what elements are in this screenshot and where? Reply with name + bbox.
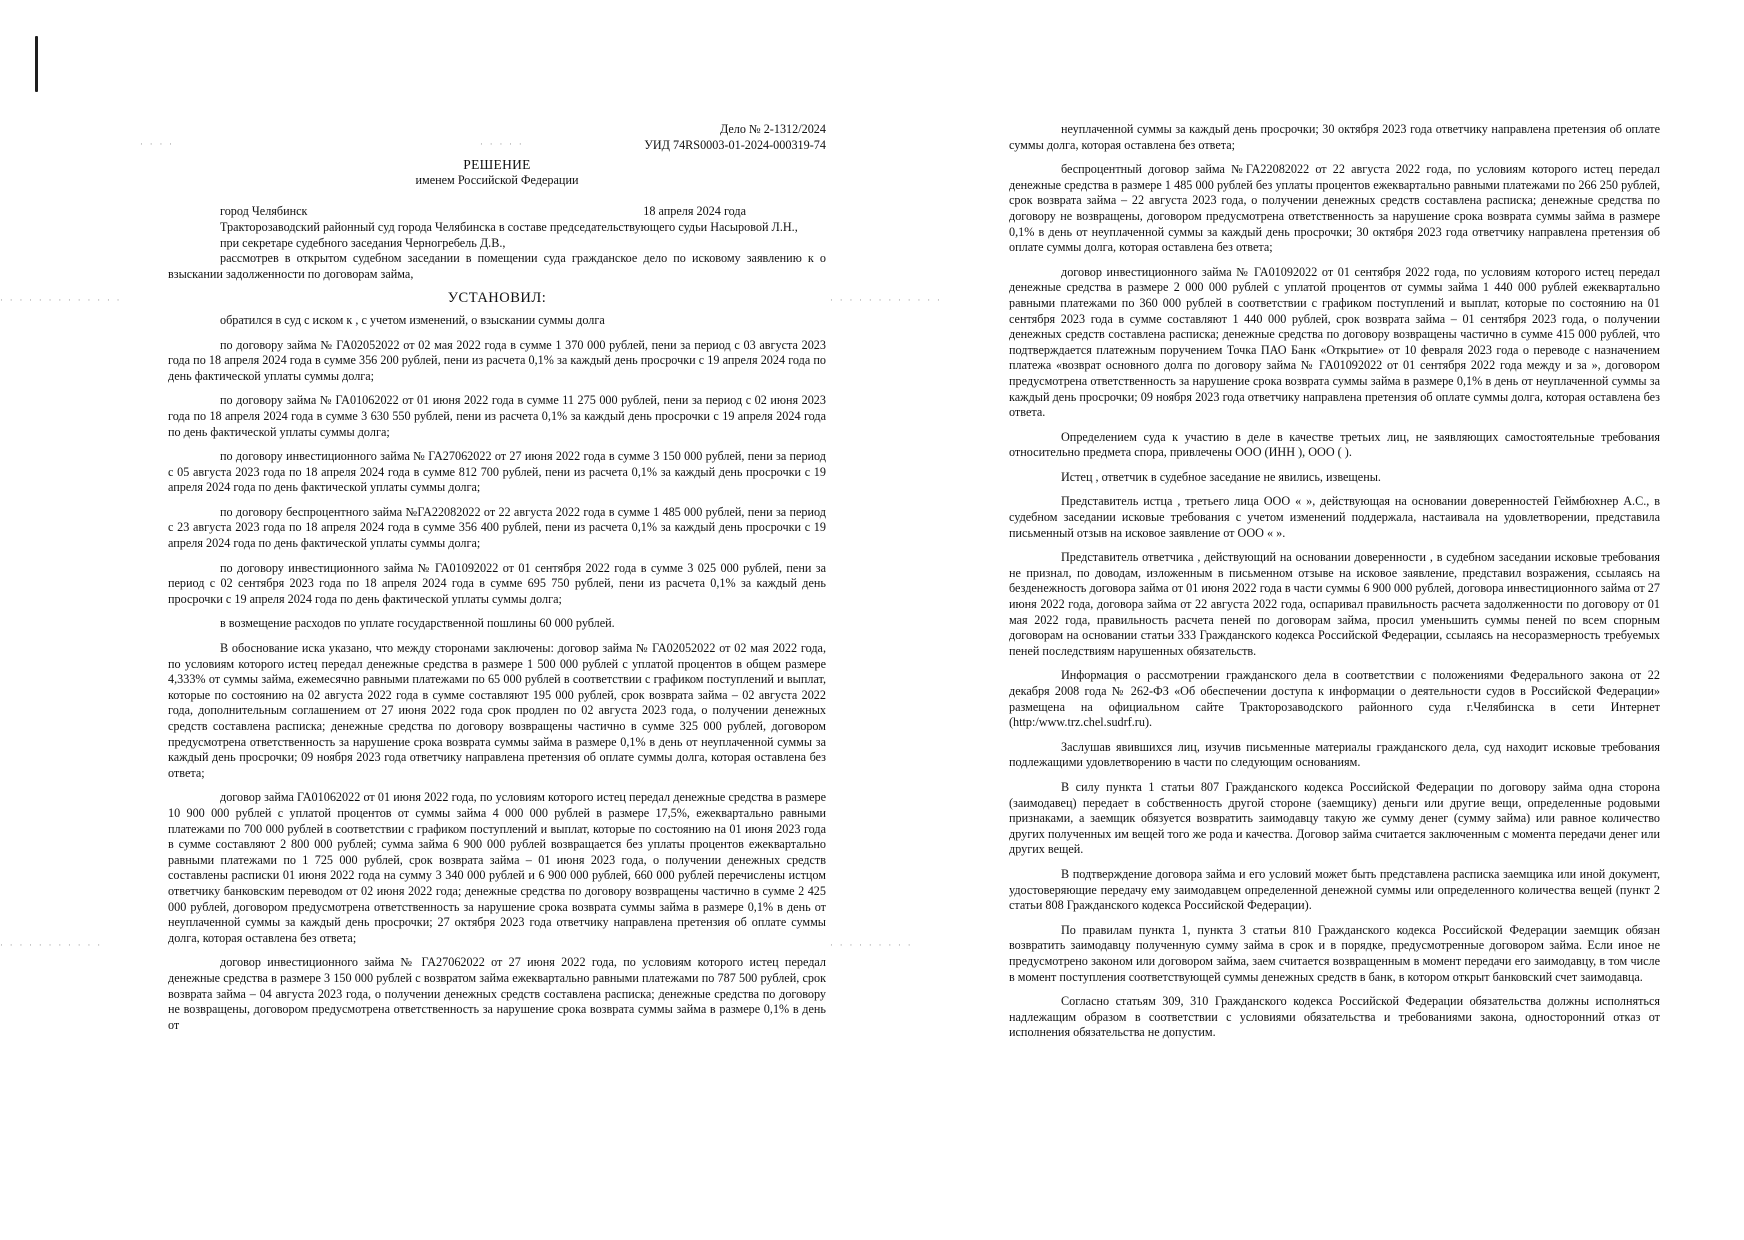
right-page [1009, 122, 1660, 1041]
paragraph: договор займа ГА01062022 от 01 июня 2022 года, по условиям которого истец передал денежные средства в размере 10 900 000 рублей с уплатой процентов от суммы займа 4 000 000 рублей в размере 17,5%, ежеквартально равными платежами по 700 000 рублей в соответствии с графиком поступлений и выплат, которые по состоянию на 01 июня 2023 года в сумме составляют 2 800 000 рублей; сумма займа 6 900 000 рублей возвращается без уплаты процентов ежеквартально равными платежами по 1 725 000 рублей, срок возврата займа – 01 июня 2023 года, о получении денежных средств составлены расписки 01 июня 2022 года на сумму 3 340 000 рублей и 6 900 000 рублей, 660 000 рублей перечислены истцом ответчику банковским переводом от 02 июня 2022 года; денежные средства по договору возвращены частично в сумме 2 425 000 рублей, договором предусмотрена ответственность за нарушение срока возврата суммы займа в размере 0,1% в день от неуплаченной суммы за каждый день просрочки; 27 октября 2023 года ответчику направлена претензия об оплате суммы долга, которая оставлена без ответа; [168, 790, 826, 945]
scan-noise: · · · · · · · · · · · [0, 941, 103, 951]
paragraph: беспроцентный договор займа №ГА22082022 от 22 августа 2022 года, по условиям которого истец передал денежные средства в размере 1 485 000 рублей без уплаты процентов ежеквартально равными платежами по 266 250 рублей, срок возврата займа – 22 августа 2023 года, о получении денежных средств составлена расписка; денежные средства по договору не возвращены, договором предусмотрена ответственность за нарушение срока возврата суммы займа в размере 0,1% в день от неуплаченной суммы за каждый день просрочки; 30 октября 2023 года ответчику направлена претензия об оплате суммы долга, которая оставлена без ответа; [1009, 162, 1660, 255]
paragraph: Определением суда к участию в деле в качестве третьих лиц, не заявляющих самостоятельные требования относительно предмета спора, привлечены ООО (ИНН ), ООО ( ). [1009, 429, 1660, 460]
paragraph: в возмещение расходов по уплате государственной пошлины 60 000 рублей. [220, 616, 615, 631]
scan-noise: · · · · · [480, 140, 524, 150]
scan-noise: · · · · · · · · · · · · [830, 296, 942, 306]
paragraph: В обоснование иска указано, что между сторонами заключены: договор займа № ГА02052022 от 02 мая 2022 года, по условиям которого истец передал денежные средства в размере 1 500 000 рублей с уплатой процентов в общем размере 4,333% от суммы займа, ежемесячно равными платежами по 65 000 рублей в соответствии с графиком поступлений и выплат, которые по состоянию на 02 августа 2022 года в сумме составляют 195 000 рублей, срок возврата займа – 02 августа 2022 года, дополнительным соглашением от 27 июня 2022 года срок продлен по 02 августа 2023 года, о получении денежных средств составлена расписка; денежные средства по договору возвращены частично в сумме 325 000 рублей, договором предусмотрена ответственность за нарушение срока возврата суммы займа в размере 0,1% в день от неуплаченной суммы за каждый день просрочки; 09 ноября 2023 года ответчику направлена претензия об оплате суммы долга, которая оставлена без ответа; [168, 641, 826, 780]
paragraph: В подтверждение договора займа и его условий может быть представлена расписка заемщика или иной документ, удостоверяющие передачу ему заимодавцем определенной денежной суммы или определенного количества вещей (пункт 2 статьи 808 Гражданского кодекса Российской Федерации). [1009, 866, 1660, 913]
scan-noise: · · · · · · · · · · · · · [0, 296, 122, 306]
city: город Челябинск [220, 204, 308, 219]
paragraph: рассмотрев в открытом судебном заседании в помещении суда гражданское дело по исковому заявлению к о взыскании задолженности по договорам займа, [168, 251, 826, 281]
paragraph: Представитель истца , третьего лица ООО « », действующая на основании доверенностей Геймбюхнер А.С., в судебном заседании исковые требования с учетом изменений поддержала, настаивала на удовлетворении, представила письменный отзыв на исковое заявление от ООО « ». [1009, 494, 1660, 540]
paragraph: Представитель ответчика , действующий на основании доверенности , в судебном заседании исковые требования не признал, по доводам, изложенным в письменном отзыве на исковое заявление, представил возражения, ссылаясь на безденежность договора займа от 01 июня 2022 года в части суммы 6 900 000 рублей, договора инвестиционного займа от 27 июня 2022 года, договора займа от 22 августа 2022 года, оспаривал правильность расчета задолженности по договору от 01 мая 2022 года, правильность расчета пеней по договорам займа, просил уменьшить суммы пеней по всем спорным договорам на основании статьи 333 Гражданского кодекса Российской Федерации, ссылаясь на несоразмерность требуемых пеней последствиям нарушенных обязательств. [1009, 550, 1660, 658]
paragraph: договор инвестиционного займа № ГА27062022 от 27 июня 2022 года, по условиям которого истец передал денежные средства в размере 3 150 000 рублей с возвратом займа ежеквартально равными платежами по 787 500 рублей, срок возврата займа – 04 августа 2023 года, о получении денежных средств составлена расписка; денежные средства по договору не возвращены, договором предусмотрена ответственность за нарушение срока возврата суммы займа в размере 0,1% в день от [168, 955, 826, 1032]
left-page [168, 122, 826, 1033]
paragraph: при секретаре судебного заседания Черногребель Д.В., [220, 235, 506, 250]
paragraph: Информация о рассмотрении гражданского дела в соответствии с положениями Федерального закона от 22 декабря 2008 года № 262-ФЗ «Об обеспечении доступа к информации о деятельности судов в Российской Федерации» размещена на официальном сайте Тракторозаводского районного суда г.Челябинска в сети Интернет (http:/www.trz.chel.sudrf.ru). [1009, 668, 1660, 730]
decision-date: 18 апреля 2024 года [643, 204, 746, 219]
uid: УИД 74RS0003-01-2024-000319-74 [644, 137, 826, 152]
paragraph: В силу пункта 1 статьи 807 Гражданского кодекса Российской Федерации по договору займа одна сторона (заимодавец) передает в собственность другой стороне (заемщику) деньги или другие вещи, определенные родовыми признаками, а заемщик обязуется возвратить заимодавцу такую же сумму денег (сумму займа) или равное количество других полученных им вещей того же рода и качества. Договор займа считается заключенным с момента передачи денег или других вещей. [1009, 779, 1660, 857]
paragraph: по договору беспроцентного займа №ГА22082022 от 22 августа 2022 года в сумме 1 485 000 рублей, пени за период с 23 августа 2023 года по 18 апреля 2024 года в сумме 356 400 рублей, пени из расчета 0,1% за каждый день просрочки с 19 апреля 2024 года по день фактической уплаты суммы долга; [168, 504, 826, 551]
document-title: РЕШЕНИЕ [463, 157, 531, 173]
paragraph: По правилам пункта 1, пункта 3 статьи 810 Гражданского кодекса Российской Федерации заемщик обязан возвратить заимодавцу полученную сумму займа в срок и в порядке, предусмотренные договором займа. Если иное не предусмотрено законом или договором займа, заем считается возвращенным в момент передачи его заимодавцу, в том числе в момент поступления соответствующей суммы денежных средств в банк, в котором открыт банковский счет заимодавца. [1009, 922, 1660, 984]
paragraph: по договору инвестиционного займа № ГА01092022 от 01 сентября 2022 года в сумме 3 025 000 рублей, пени за период с 02 сентября 2023 года по 18 апреля 2024 года в сумме 695 750 рублей, пени из расчета 0,1% за каждый день просрочки с 19 апреля 2024 года по день фактической уплаты суммы долга; [168, 560, 826, 606]
paragraph: по договору инвестиционного займа № ГА27062022 от 27 июня 2022 года в сумме 3 150 000 рублей, пени за период с 05 августа 2023 года по 18 апреля 2024 года в сумме 812 700 рублей, пени из расчета 0,1% за каждый день просрочки с 19 апреля 2024 года по день фактической уплаты суммы долга; [168, 449, 826, 495]
scan-mark [35, 36, 38, 92]
paragraph: договор инвестиционного займа № ГА01092022 от 01 сентября 2022 года, по условиям которого истец передал денежные средства в размере 2 000 000 рублей с уплатой процентов от суммы займа 1 440 000 рублей ежеквартально равными платежами по 360 000 рублей в соответствии с графиком поступлений и выплат, которые по состоянию на 01 сентября 2023 года в сумме составляют 1 440 000 рублей, срок возврата займа – 01 сентября 2023 года, о получении денежных средств составлена расписка; денежные средства по договору возвращены частично в сумме 415 000 рублей, что подтверждается платежным поручением Точка ПАО Банк «Открытие» от 10 февраля 2023 года о переводе с назначением платежа «возврат основного долга по договору займа № ГА01092022 от 01 сентября 2022 года между и за », договором предусмотрена ответственность за нарушение срока возврата суммы займа в размере 0,1% в день от неуплаченной суммы за каждый день просрочки; 09 ноября 2023 года ответчику направлена претензия об оплате суммы долга, которая оставлена без ответа. [1009, 264, 1660, 420]
case-number: Дело № 2-1312/2024 [719, 122, 826, 136]
section-heading: УСТАНОВИЛ: [447, 290, 547, 307]
paragraph: Истец , ответчик в судебное заседание не явились, извещены. [1061, 469, 1381, 484]
city-date-line [168, 204, 826, 220]
paragraph: Тракторозаводский районный суд города Челябинска в составе председательствующего судьи Насыровой Л.Н., [220, 219, 798, 234]
scan-noise: · · · · · · · · · [830, 941, 913, 951]
paragraph: Заслушав явившихся лиц, изучив письменные материалы гражданского дела, суд находит исковые требования подлежащими удовлетворению в части по следующим основаниям. [1009, 739, 1660, 770]
paragraph: по договору займа № ГА02052022 от 02 мая 2022 года в сумме 1 370 000 рублей, пени за период с 03 августа 2023 года по 18 апреля 2024 года в сумме 356 200 рублей, пени из расчета 0,1% за каждый день просрочки с 19 апреля 2024 года по день фактической уплаты суммы долга; [168, 337, 826, 383]
paragraph: по договору займа № ГА01062022 от 01 июня 2022 года в сумме 11 275 000 рублей, пени за период с 02 июня 2023 года по 18 апреля 2024 года в сумме 3 630 550 рублей, пени из расчета 0,1% за каждый день просрочки с 19 апреля 2024 года по день фактической уплаты суммы долга; [168, 393, 826, 439]
document-subtitle: именем Российской Федерации [415, 172, 579, 187]
scan-noise: · · · · [140, 140, 175, 150]
paragraph: обратился в суд с иском к , с учетом изменений, о взыскании суммы долга [220, 312, 605, 327]
paragraph: Согласно статьям 309, 310 Гражданского кодекса Российской Федерации обязательства должны исполняться надлежащим образом в соответствии с условиями обязательства и требованиями закона, односторонний отказ от исполнения обязательства не допустим. [1009, 994, 1660, 1040]
paragraph: неуплаченной суммы за каждый день просрочки; 30 октября 2023 года ответчику направлена претензия об оплате суммы долга, которая оставлена без ответа; [1009, 122, 1660, 152]
